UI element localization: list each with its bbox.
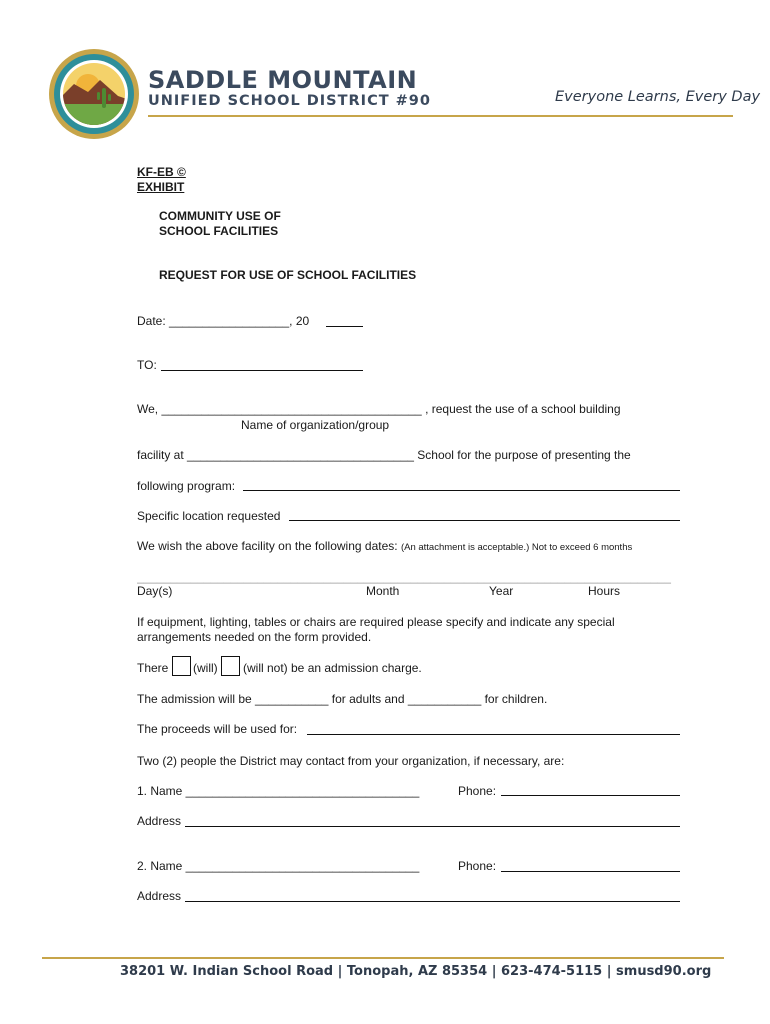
contact1-phone-field[interactable]	[501, 795, 680, 796]
contact2-phone-label: Phone:	[458, 859, 497, 873]
district-logo	[48, 48, 140, 140]
column-year: Year	[489, 584, 514, 598]
exhibit-label: EXHIBIT	[137, 180, 185, 194]
will-not-checkbox[interactable]	[221, 656, 240, 676]
program-field[interactable]	[243, 490, 680, 491]
there-label: There	[137, 661, 169, 675]
section-title-line1: COMMUNITY USE OF	[159, 209, 281, 223]
column-hours: Hours	[588, 584, 621, 598]
column-month: Month	[366, 584, 400, 598]
district-name: UNIFIED SCHOOL DISTRICT #90	[148, 93, 431, 109]
location-field[interactable]	[289, 520, 680, 521]
section-title-line2: SCHOOL FACILITIES	[159, 224, 279, 238]
equipment-text-line1: If equipment, lighting, tables or chairs are required please specify and indicate any special	[137, 615, 615, 629]
contact1-name-label: 1. Name ___________________________________	[137, 784, 420, 798]
contact2-address-label: Address	[137, 889, 182, 903]
to-label: TO:	[137, 358, 157, 372]
will-label: (will)	[193, 661, 218, 675]
to-field[interactable]	[161, 370, 363, 371]
contact2-name-label: 2. Name ___________________________________	[137, 859, 420, 873]
contact1-phone-label: Phone:	[458, 784, 497, 798]
admission-label: The admission will be ___________ for adults and ___________ for children.	[137, 692, 548, 706]
dates-note: (An attachment is acceptable.) Not to exceed 6 months	[400, 542, 633, 553]
form-title: REQUEST FOR USE OF SCHOOL FACILITIES	[159, 268, 417, 282]
footer-address: 38201 W. Indian School Road | Tonopah, AZ 85354 | 623-474-5115 | smusd90.org	[120, 964, 712, 979]
will-checkbox[interactable]	[172, 656, 191, 676]
organization-name: SADDLE MOUNTAIN	[148, 66, 418, 94]
program-label: following program:	[137, 479, 236, 493]
organization-request-label: We, _______________________________________ , request the use of a school building	[137, 402, 621, 416]
header-divider	[148, 115, 733, 117]
document-code: KF-EB ©	[137, 165, 186, 179]
proceeds-label: The proceeds will be used for:	[137, 722, 298, 736]
proceeds-field[interactable]	[307, 734, 680, 735]
organization-caption: Name of organization/group	[241, 418, 390, 432]
contacts-intro: Two (2) people the District may contact from your organization, if necessary, are:	[137, 754, 565, 768]
location-label: Specific location requested	[137, 509, 281, 523]
dates-label	[137, 539, 632, 555]
contact2-phone-field[interactable]	[501, 871, 680, 872]
facility-label: facility at __________________________________ School for the purpose of presenting the	[137, 448, 631, 462]
contact2-address-field[interactable]	[185, 901, 680, 902]
equipment-text-line2: arrangements needed on the form provided.	[137, 630, 372, 644]
contact1-address-field[interactable]	[185, 826, 680, 827]
date-label: Date: __________________, 20	[137, 314, 310, 328]
footer-divider	[42, 957, 724, 959]
contact1-address-label: Address	[137, 814, 182, 828]
column-days: Day(s)	[137, 584, 173, 598]
dates-field[interactable]: ________________________________________________________________________________	[137, 570, 671, 584]
will-not-label: (will not) be an admission charge.	[243, 661, 422, 675]
dates-label-text: We wish the above facility on the following dates:	[137, 539, 398, 553]
year-field[interactable]	[326, 326, 363, 327]
tagline: Everyone Learns, Every Day	[555, 89, 761, 105]
